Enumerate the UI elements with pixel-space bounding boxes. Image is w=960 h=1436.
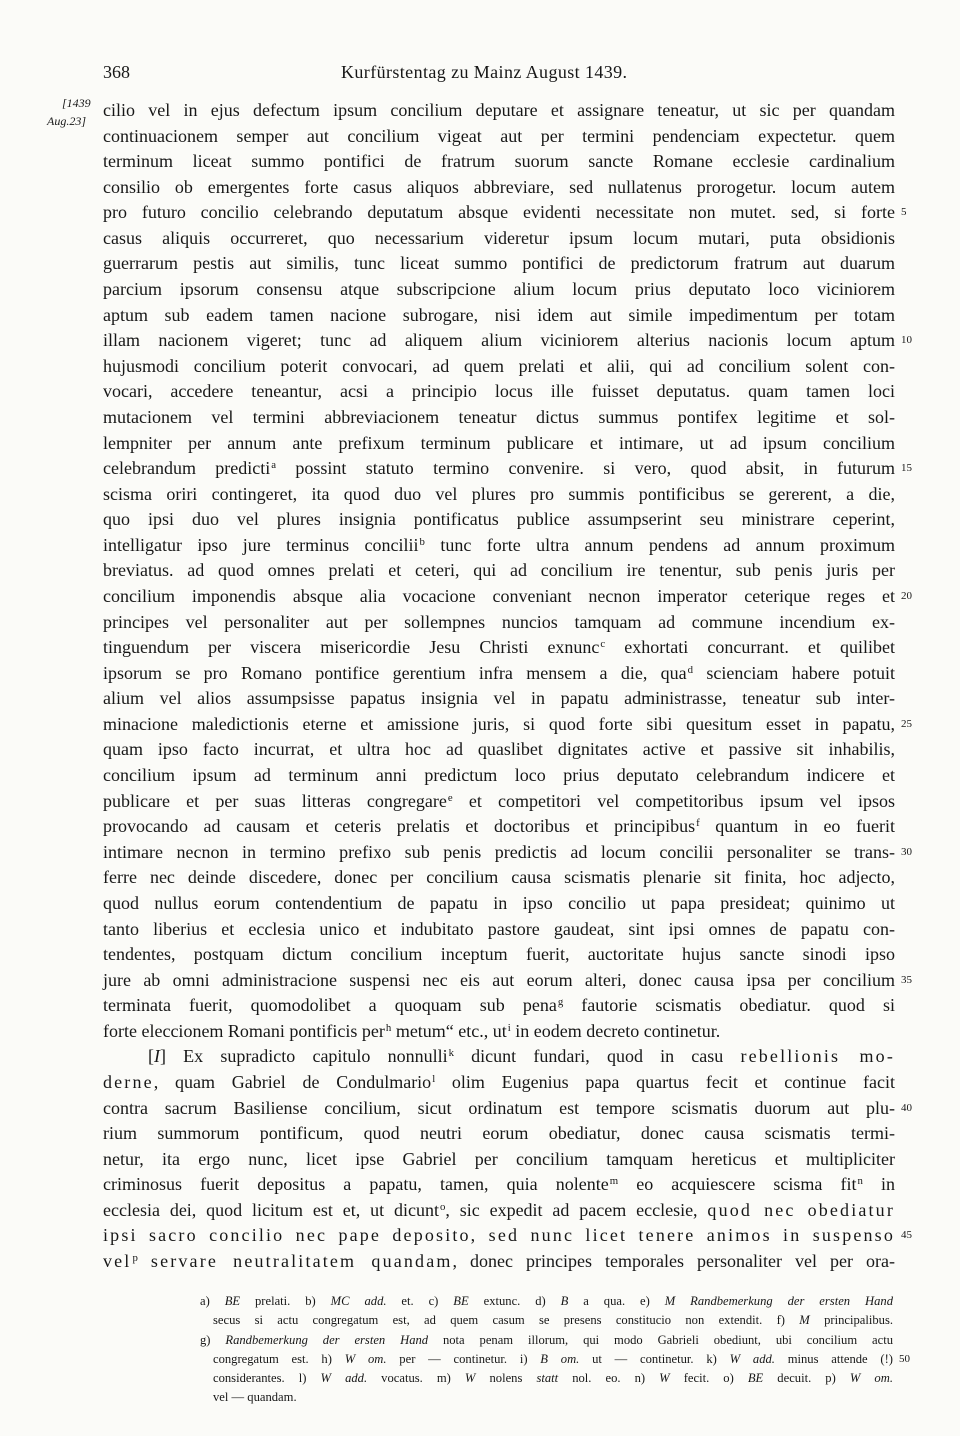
margin-note-date: Aug.23] <box>47 114 86 128</box>
footnote-marker: f <box>696 817 700 830</box>
text-segment: guerrarum pestis aut similis, tunc liceat summo pontifici de predictorum fratrum aut duarum <box>103 253 895 274</box>
text-line <box>103 354 895 380</box>
text-segment: pro futuro concilio celebrando deputatum absque evidenti necessitate non mutet. sed, si forte <box>103 202 895 223</box>
line-number: 25 <box>901 717 912 730</box>
text-segment: a) <box>200 1294 225 1308</box>
spaced-text: servare neutralitatem quandam <box>150 1251 453 1272</box>
text-segment: rium summorum pontificum, quod neutri eorum obediatur, donec causa scismatis termi- <box>103 1123 895 1144</box>
text-line <box>103 303 895 329</box>
text-segment: consilio ob emergentes forte casus aliquos abbreviare, sed nullatenus prorogetur. locum autem <box>103 176 895 197</box>
italic-text: M <box>799 1313 810 1328</box>
text-line <box>103 993 895 1019</box>
text-segment: ut — continetur. k) <box>579 1351 730 1366</box>
text-segment: , quam Gabriel de Condulmario <box>153 1071 432 1092</box>
text-segment: aptum sub eadem tamen nacione subrogare, nisi idem aut simile impedimentum per totam <box>103 304 895 325</box>
text-segment: prelati. b) <box>240 1294 331 1308</box>
text-line <box>103 1044 895 1070</box>
italic-text: W <box>464 1371 476 1386</box>
text-segment: , donec principes temporales personaliter vel per ora- <box>452 1251 896 1272</box>
text-segment: intimare necnon in termino prefixo sub penis predictis ad locum concilii personaliter se trans- <box>103 841 895 862</box>
text-segment: [ <box>148 1046 154 1067</box>
footnote-marker: o <box>439 1200 446 1213</box>
text-segment: metum“ etc., ut <box>391 1020 507 1041</box>
text-line <box>103 917 895 943</box>
page-number: 368 <box>103 62 130 82</box>
text-segment <box>860 1371 874 1385</box>
text-line <box>200 1292 893 1311</box>
text-line <box>103 149 895 175</box>
footnote-marker: i <box>507 1021 511 1034</box>
text-segment: vocari, accedere teneantur, acsi a principio locus ille fuisset deputatus. quam tamen loci <box>103 381 895 402</box>
text-segment: extunc. d) <box>468 1294 561 1308</box>
text-segment: publicare et per suas litteras congregare <box>103 790 447 811</box>
footnote-marker: k <box>448 1047 455 1060</box>
text-line <box>103 456 912 482</box>
text-segment: g) <box>200 1332 226 1347</box>
text-segment: concilium ipsum ad terminum anni predictum loco prius deputato celebrandum indicere et <box>103 765 895 786</box>
spaced-text: quod nec obediatur <box>707 1199 895 1220</box>
line-number: 40 <box>901 1101 912 1114</box>
italic-text: M <box>664 1294 676 1308</box>
italic-text: BE <box>453 1294 469 1308</box>
running-title: Kurfürstentag zu Mainz August 1439. <box>341 62 628 82</box>
text-segment <box>355 1352 368 1366</box>
text-line <box>103 968 912 994</box>
text-segment <box>675 1294 690 1308</box>
italic-text: om. <box>874 1371 893 1386</box>
italic-text: om. <box>560 1351 580 1366</box>
footnote-marker: e <box>447 791 453 804</box>
text-segment: nol. eo. n) <box>558 1371 660 1386</box>
text-segment: in <box>862 1174 895 1195</box>
italic-text: I <box>154 1046 160 1067</box>
footnotes <box>200 1292 910 1408</box>
italic-text: W <box>320 1371 332 1386</box>
text-segment: et competitori vel competitoribus ipsum vel ipsos <box>452 790 895 811</box>
text-segment: casus aliquis occurreret, quo necessarium videretur ipsum locum mutari, puta obsidionis <box>103 227 895 248</box>
text-line <box>103 737 895 763</box>
italic-text: BE <box>747 1371 764 1386</box>
text-segment: provocando ad causam et ceteris prelatis et doctoribus et principibus <box>103 816 696 837</box>
footnote-marker: n <box>857 1175 863 1188</box>
text-segment: fecit. o) <box>669 1371 748 1386</box>
italic-text: add. <box>752 1351 775 1366</box>
text-segment: in eodem decreto continetur. <box>510 1020 721 1041</box>
text-segment: terminum liceat summo pontifici de fratrum suorum sancte Romane ecclesie cardinalium <box>103 151 895 172</box>
footnote-marker: b <box>419 535 425 548</box>
text-line <box>103 482 895 508</box>
text-segment: lempniter per annum ante prefixum terminum publicare et intimare, ut ad ipsum concilium <box>103 432 895 453</box>
text-line <box>103 1223 912 1249</box>
text-segment: nota penam illorum, qui modo Gabrieli obediunt, ubi concilium actu <box>428 1332 893 1347</box>
text-line <box>103 1147 895 1173</box>
text-line <box>103 840 912 866</box>
paragraph <box>103 98 912 1044</box>
text-line <box>103 379 895 405</box>
text-line <box>103 635 895 661</box>
text-segment: mutacionem vel termini abbreviacionem teneatur dictus summus pontifex legitime et sol- <box>103 406 895 427</box>
italic-text: W <box>344 1351 356 1366</box>
line-number: 35 <box>901 973 912 986</box>
text-line <box>200 1311 893 1330</box>
text-segment: a qua. e) <box>568 1294 665 1308</box>
text-line <box>103 200 907 226</box>
spaced-text: ipsi sacro concilio nec pape deposito, sed nunc licet tenere animos in suspenso <box>103 1225 895 1246</box>
text-segment: principes vel personaliter aut per sollempnes nuncios tamquam ad commune incendium ex- <box>103 611 895 632</box>
text-segment: principalibus. <box>809 1313 893 1328</box>
text-line <box>103 891 895 917</box>
text-segment: tendentes, postquam dictum concilium inceptum fuerit, auctoritate hujus sancte sinodi ipso <box>103 944 895 965</box>
text-line <box>103 1121 895 1147</box>
text-line <box>103 942 895 968</box>
spaced-text: vel <box>103 1251 132 1272</box>
text-line <box>103 226 895 252</box>
text-line <box>103 1019 895 1045</box>
italic-text: W <box>729 1351 741 1366</box>
footnote-marker: a <box>271 459 277 472</box>
footnote-marker: g <box>557 996 564 1009</box>
text-line <box>103 584 912 610</box>
footnote-marker: l <box>432 1073 436 1086</box>
text-segment: quod nullus eorum contendentium de papatu in ipso concilio ut papa presideat; quinimo ut <box>103 892 895 913</box>
text-segment: eo acquiescere scisma fit <box>618 1174 857 1195</box>
text-segment: concilium imponendis absque alia vocacione conveniant necnon imperator ceterique reges et <box>103 585 895 606</box>
italic-text: Randbemerkung der ersten Hand <box>690 1294 893 1308</box>
text-line <box>103 1096 912 1122</box>
line-number: 20 <box>901 589 912 602</box>
margin-note-year: [1439 <box>62 96 91 110</box>
text-segment: dicunt fundari, quod in casu <box>454 1046 741 1067</box>
text-segment: ] Ex supradicto capitulo nonnulli <box>160 1046 448 1067</box>
text-segment: forte eleccionem Romani pontificis per <box>103 1020 385 1041</box>
text-line <box>200 1331 893 1350</box>
text-line <box>103 661 895 687</box>
text-line <box>103 1070 895 1096</box>
text-segment: alium vel alios assumpsisse papatus insignia vel in papatu administrasse, teneatur sub inter- <box>103 688 895 709</box>
italic-text: add. <box>345 1371 368 1386</box>
text-line <box>103 175 895 201</box>
text-segment: ecclesia dei, quod licitum est et, ut dicunt <box>103 1199 439 1220</box>
text-segment: celebrandum predicti <box>103 458 271 479</box>
text-segment: et. c) <box>386 1294 454 1308</box>
text-segment <box>350 1294 365 1308</box>
text-line <box>200 1388 893 1407</box>
line-number: 50 <box>899 1352 910 1365</box>
footnote-marker: c <box>600 638 606 651</box>
text-segment <box>740 1352 753 1366</box>
text-line <box>103 1249 895 1275</box>
text-segment: scienciam habere potuit <box>693 662 895 683</box>
text-segment: tinguendum per viscera misericordie Jesu Christi exnunc <box>103 637 600 658</box>
italic-text: W <box>659 1371 670 1386</box>
text-line <box>103 405 895 431</box>
footnote-marker: m <box>609 1175 619 1188</box>
text-line <box>103 610 895 636</box>
italic-text: Randbemerkung der ersten Hand <box>225 1332 429 1347</box>
text-segment: quantum in eo fuerit <box>699 816 895 837</box>
line-number: 45 <box>901 1229 912 1242</box>
text-segment: cilio vel in ejus defectum ipsum concilium deputare et assignare teneatur, ut sic per quandam <box>103 100 895 120</box>
footnote-marker: p <box>132 1252 138 1265</box>
text-segment: continuacionem semper aut concilium vigeat aut per termini pendenciam expectetur. quem <box>103 125 895 146</box>
text-segment: contra sacrum Basiliense concilium, sicut ordinatum est tempore scismatis duorum aut plu- <box>103 1097 895 1118</box>
text-segment: terminata fuerit, quomodolibet a quoquam sub pena <box>103 995 557 1016</box>
line-number: 30 <box>901 845 912 858</box>
text-segment: vel — quandam. <box>213 1390 297 1405</box>
text-line <box>103 789 895 815</box>
text-line <box>200 1369 893 1388</box>
text-segment: parcium ipsorum consensu atque subscripcione alium locum prius deputato loco viciniorem <box>103 279 895 300</box>
text-segment: minacione maledictionis eterne et amissione juris, si quod forte sibi quesitum esset in papatu, <box>103 713 895 734</box>
text-segment: netur, ita ergo nunc, licet ipse Gabriel per concilium tamquam hereticus et multipliciter <box>103 1148 895 1169</box>
footnote-marker: d <box>687 663 694 676</box>
line-number: 5 <box>901 206 907 219</box>
paragraph <box>103 1044 912 1274</box>
text-segment: quo ipsi duo vel plures insignia pontificatus publice assumpserint seu ministrare ceperint, <box>103 509 895 530</box>
text-segment: scisma oriri contingeret, ita quod duo vel plures pro summis pontificibus se gererent, a die, <box>103 483 895 504</box>
text-segment: secus si actu congregatum est, ad quem casum se presens constitucio non extendit. f) <box>213 1313 800 1328</box>
text-line <box>103 507 895 533</box>
text-line <box>103 1172 895 1198</box>
text-segment: ipsorum se pro Romano pontifice gerentium infra mensem a die, qua <box>103 662 687 683</box>
spaced-text: derne <box>103 1071 154 1092</box>
text-line <box>103 277 895 303</box>
italic-text: statt <box>536 1371 559 1386</box>
text-line <box>103 98 895 124</box>
text-segment: criminosus fuerit depositus a papatu, tamen, quia nolente <box>103 1174 609 1195</box>
text-segment: exhortati concurrant. et quilibet <box>605 637 895 658</box>
text-segment: vocatus. m) <box>367 1371 465 1386</box>
text-line <box>103 763 895 789</box>
text-segment: decuit. p) <box>763 1371 850 1386</box>
text-segment: minus attende (!) <box>774 1351 893 1366</box>
text-segment: hujusmodi concilium poterit convocari, ad quem prelati et alii, qui ad concilium solent con- <box>103 355 895 376</box>
text-line <box>103 251 895 277</box>
text-line <box>103 124 895 150</box>
text-segment: jure ab omni administracione suspensi nec eis aut eorum alteri, donec causa ipsa per concilium <box>103 969 895 990</box>
text-segment: breviatus. ad quod omnes prelati et ceteri, qui ad concilium ire tenentur, sub penis juris per <box>103 560 895 581</box>
text-line <box>103 431 895 457</box>
text-line <box>103 814 895 840</box>
text-segment: congregatum est. h) <box>213 1351 345 1366</box>
italic-text: BE <box>224 1294 241 1308</box>
text-line <box>103 865 895 891</box>
text-segment <box>331 1371 345 1385</box>
text-segment: quam ipso facto incurrat, et ultra hoc ad quaslibet dignitates active et passive sit inhabilis, <box>103 739 895 760</box>
spaced-text: rebellionis mo- <box>740 1046 895 1067</box>
text-segment: olim Eugenius papa quartus fecit et continue facit <box>435 1071 895 1092</box>
text-segment: fautorie scismatis obediatur. quod si <box>563 995 896 1016</box>
text-segment: tanto liberius et ecclesia unico et indubitato pastore gaudeat, sint ipsi omnes de papatu con- <box>103 918 895 939</box>
text-segment: considerantes. l) <box>213 1371 321 1386</box>
italic-text: add. <box>364 1294 387 1308</box>
italic-text: B <box>560 1294 569 1308</box>
text-segment <box>548 1352 561 1366</box>
italic-text: MC <box>330 1294 350 1308</box>
text-line <box>103 1198 895 1224</box>
text-segment: intelligatur ipso jure terminus concilii <box>103 534 419 555</box>
line-number: 10 <box>901 334 912 347</box>
text-line <box>103 712 912 738</box>
italic-text: om. <box>367 1351 387 1366</box>
text-line <box>103 686 895 712</box>
text-line <box>103 558 895 584</box>
text-segment: nolens <box>475 1371 537 1386</box>
text-segment: possint statuto termino convenire. si vero, quod absit, in futurum <box>276 458 895 479</box>
text-line <box>200 1350 910 1369</box>
main-text <box>103 98 912 1275</box>
footnote-marker: h <box>385 1021 392 1034</box>
text-segment: tunc forte ultra annum pendens ad annum proximum <box>424 534 895 555</box>
text-line <box>103 533 895 559</box>
text-segment: ferre nec deinde discedere, donec per concilium causa scismatis plenarie sit finita, hoc adjecto, <box>103 867 895 888</box>
line-number: 15 <box>901 462 912 475</box>
text-segment: per — continetur. i) <box>386 1351 541 1366</box>
text-segment: , sic expedit ad pacem ecclesie, <box>445 1199 708 1220</box>
italic-text: B <box>540 1351 548 1366</box>
text-line <box>103 328 912 354</box>
italic-text: W <box>849 1371 861 1386</box>
text-segment: illam nacionem vigeret; tunc ad aliquem alium viciniorem alterius nacionis locum aptum <box>103 330 895 351</box>
text-segment <box>138 1251 151 1271</box>
